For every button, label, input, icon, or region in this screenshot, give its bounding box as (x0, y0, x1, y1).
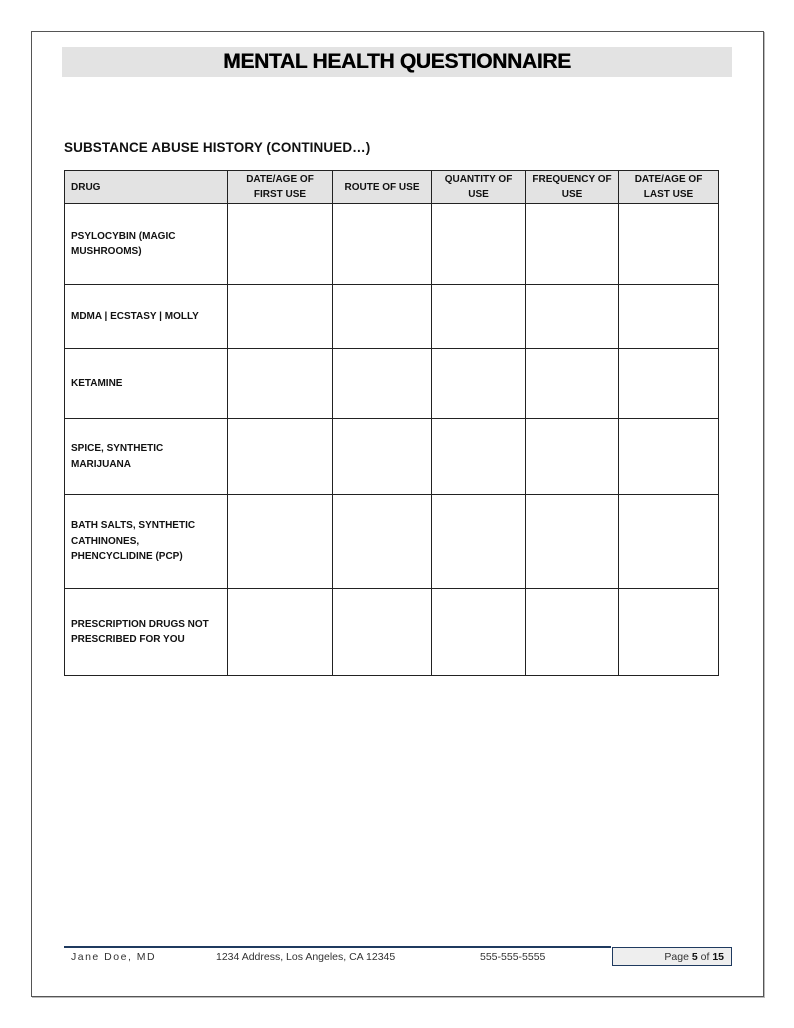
drug-name-cell: SPICE, SYNTHETIC MARIJUANA (65, 419, 228, 495)
last-use-cell[interactable] (619, 589, 719, 676)
table-row (65, 419, 719, 495)
quantity-cell[interactable] (432, 285, 526, 349)
frequency-cell[interactable] (526, 495, 619, 589)
page-of: of (700, 950, 710, 963)
header-route: ROUTE OF USE (333, 171, 432, 204)
table-row (65, 285, 719, 349)
table-row (65, 495, 719, 589)
quantity-cell[interactable] (432, 349, 526, 419)
frequency-cell[interactable] (526, 419, 619, 495)
route-cell[interactable] (333, 204, 432, 285)
table-row (65, 589, 719, 676)
footer-rule (64, 946, 611, 948)
table-header-row (65, 171, 719, 204)
header-last-use: DATE/AGE OF LAST USE (619, 171, 719, 204)
page-current: 5 (691, 950, 698, 963)
drug-name-cell: PRESCRIPTION DRUGS NOT PRESCRIBED FOR YOU (65, 589, 228, 676)
route-cell[interactable] (333, 495, 432, 589)
drug-name-cell: BATH SALTS, SYNTHETIC CATHINONES, PHENCYCLIDINE (PCP) (65, 495, 228, 589)
quantity-cell[interactable] (432, 419, 526, 495)
route-cell[interactable] (333, 419, 432, 495)
table-row (65, 204, 719, 285)
first-use-cell[interactable] (228, 419, 333, 495)
page-number-box (612, 947, 732, 966)
page-label: Page (664, 950, 689, 963)
page-total: 15 (712, 950, 724, 963)
first-use-cell[interactable] (228, 349, 333, 419)
table-row (65, 349, 719, 419)
header-quantity: QUANTITY OF USE (432, 171, 526, 204)
footer-phone: 555-555-5555 (480, 951, 546, 963)
header-frequency: FREQUENCY OF USE (526, 171, 619, 204)
header-drug: DRUG (65, 171, 228, 204)
page-title: MENTAL HEALTH QUESTIONNAIRE (223, 50, 571, 73)
frequency-cell[interactable] (526, 204, 619, 285)
section-heading: SUBSTANCE ABUSE HISTORY (CONTINUED…) (64, 140, 371, 155)
quantity-cell[interactable] (432, 204, 526, 285)
route-cell[interactable] (333, 589, 432, 676)
frequency-cell[interactable] (526, 589, 619, 676)
footer-address: 1234 Address, Los Angeles, CA 12345 (216, 951, 396, 963)
footer-provider-name: Jane Doe, MD (71, 951, 157, 963)
last-use-cell[interactable] (619, 349, 719, 419)
substance-table (64, 170, 719, 676)
last-use-cell[interactable] (619, 495, 719, 589)
route-cell[interactable] (333, 349, 432, 419)
drug-name-cell: MDMA | ECSTASY | MOLLY (65, 285, 228, 349)
first-use-cell[interactable] (228, 495, 333, 589)
last-use-cell[interactable] (619, 204, 719, 285)
header-first-use: DATE/AGE OF FIRST USE (228, 171, 333, 204)
drug-name-cell: PSYLOCYBIN (MAGIC MUSHROOMS) (65, 204, 228, 285)
drug-name-cell: KETAMINE (65, 349, 228, 419)
frequency-cell[interactable] (526, 285, 619, 349)
last-use-cell[interactable] (619, 285, 719, 349)
first-use-cell[interactable] (228, 285, 333, 349)
quantity-cell[interactable] (432, 495, 526, 589)
last-use-cell[interactable] (619, 419, 719, 495)
title-bar (62, 47, 732, 77)
frequency-cell[interactable] (526, 349, 619, 419)
first-use-cell[interactable] (228, 204, 333, 285)
route-cell[interactable] (333, 285, 432, 349)
quantity-cell[interactable] (432, 589, 526, 676)
first-use-cell[interactable] (228, 589, 333, 676)
